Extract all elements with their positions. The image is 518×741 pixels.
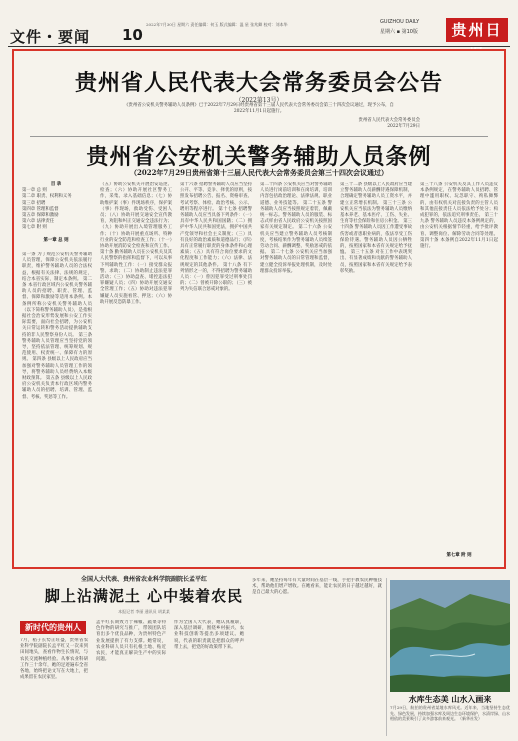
brand-block	[380, 18, 510, 44]
law-column-2: （五）协助公安机关开展治安巡逻、检查；（六）协助开展社区警务工作，采集、录入基础信息；（七）协助维护案（事）件现场秩序，保护案（事）件现场，救助受伤、受困人员；（八）协助开展交通安全宣传教育，劝阻和纠正交通安全违法行为；（九）协助开展出入境管理服务工作；（十）协助开展重点场所、特种行业的安全防范和检查工作；（十一）协助开展消防安全检查和宣传工作。 第十条 勤务辅助人员在公安机关及其人民警察的指挥和监督下，可以从事下列辅助性工作：（一）接受群众报警、求助；（二）协助制止违法犯罪活动；（三）协助盘查、堵控违法犯罪嫌疑人员；（四）协助开展交通安全管理工作；（五）协助对违法犯罪嫌疑人员实施看管、押送；（六）协助开展反恐防暴工作。	[100, 182, 172, 305]
law-subtitle: （2022年7月29日贵州省第十三届人民代表大会常务委员会第三十四次会议通过）	[129, 168, 389, 177]
feature-byline: 本报记者 李丽 通讯员 胡某某	[118, 609, 170, 614]
masthead	[0, 0, 518, 46]
section-heading: 第一章 总 则	[43, 237, 69, 243]
feature-column-1: 7月，稻子长势正旺盛，贵州省农业科学院副院长孟平红又一次来到田间地头，查看作物生长情况，与农民交流种植经验。从事农业科研工作三十余年，她的足迹遍布全省各地，始终把论文写在大地上，把成果留在农民家里。	[20, 638, 88, 681]
toc-item: 第三章 招聘	[22, 200, 46, 206]
toc-item: 第一章 总 则	[22, 188, 47, 194]
landscape-image	[390, 580, 510, 692]
column-divider	[386, 578, 387, 736]
law-column-6: 第三十八条 公安机关及其工作人员违反本条例规定，在警务辅助人员招聘、管理中滥用职权、玩忽职守、徇私舞弊的，由有权机关对直接负责的主管人员和其他直接责任人员依法给予处分；构成犯罪的，依法追究刑事责任。 第三十九条 警务辅助人员违反本条例规定的，由公安机关根据情节轻重，给予批评教育、调整岗位、解除劳动合同等处理。 第四十条 本条例自2022年11月1日起施行。	[420, 182, 498, 250]
newspaper-logo: 贵州日	[446, 18, 508, 42]
photo-credit: （新华社发）	[458, 716, 482, 722]
law-column-5: 第三十二条 县级以上人民政府应当建立警务辅助人员薪酬待遇保障机制，合理确定警务辅助人员工资水平，并建立正常增长机制。 第三十三条 公安机关应当依法为警务辅助人员缴纳基本养老、基本医疗、工伤、失业、生育等社会保险和住房公积金。 第三十四条 警务辅助人员因工作遭受事故伤害或者患职业病的，依法享受工伤保险待遇。警务辅助人员因公牺牲的，按照国家和本省有关规定给予抚恤。 第三十五条 对在工作中表现突出、有显著成绩和贡献的警务辅助人员，按照国家和本省有关规定给予表彰奖励。	[340, 182, 412, 274]
law-column-3: 第十六条 招聘警务辅助人员应当坚持公开、平等、竞争、择优的原则，按照发布招聘公告、报名、资格审查、考试考察、体检、政治考核、公示、聘用等程序进行。 第十七条 招聘警务辅助人员应当具备下列条件：（一）具有中华人民共和国国籍；（二）拥护中华人民共和国宪法，拥护中国共产党领导和社会主义制度；（三）具有良好的政治素质和道德品行；（四）具有正常履行职责的身体条件和心理素质；（五）具有符合岗位要求的文化程度和工作能力；（六）法律、法规规定的其他条件。 第十八条 有下列情形之一的，不得招聘为警务辅助人员：（一）曾因犯罪受过刑事处罚的；（二）曾被开除公职的；（三）被列为失信联合惩戒对象的。	[180, 182, 252, 293]
edition-meta: 2022年7月30日 星期六 责任编辑：何玉 版式编辑：温 星 张兆卿 校对：刘本华	[146, 22, 288, 27]
reservoir-photo	[390, 580, 510, 692]
feature-column-3: 作为全国人大代表，她认真履职，深入基层调研，围绕乡村振兴、农业科技创新等提出多项建议。她说，代表的职责就是把群众的呼声带上去，把党的好政策带下来。	[174, 620, 244, 650]
notice-signature-date: 2022年7月29日	[387, 124, 420, 129]
notice-signature	[320, 118, 420, 130]
notice-title: 贵州省人民代表大会常务委员会公告	[74, 70, 443, 96]
feature-title: 脚上沾满泥土 心中装着农民	[44, 587, 244, 605]
photo-caption-text: 7月29日，航拍的贵州省某地水库风光。近年来，当地坚持生态优先、绿色发展，持续加强水库及周边生态环境保护，水清岸绿、山水相依的美景吸引了众多游客前来观光。	[390, 705, 510, 722]
column-tag: 新时代的贵州人	[20, 621, 86, 634]
photo-title: 水库生态美 山水入画来	[408, 694, 492, 704]
brand-english: GUIZHOU DAILY	[380, 19, 420, 25]
notice-signature-org: 贵州省人民代表大会常务委员会	[358, 118, 420, 123]
feature-column-4: 多年来，她坚持每年有大量时间在基层一线，手把手教农民种植技术，帮助他们增产增收。在她看来，能让农民的日子越过越好，就是自己最大的心愿。	[252, 578, 382, 596]
toc-item: 第四章 管理和监督	[22, 206, 59, 212]
feature-headline	[14, 574, 274, 615]
section-title: 文件・要闻	[10, 28, 91, 46]
page-number: 10	[122, 26, 143, 44]
photo-caption	[390, 705, 510, 722]
brand-date: 星期六 ▪ 第10版	[380, 29, 418, 35]
law-title: 贵州省公安机关警务辅助人员条例	[86, 144, 432, 170]
divider	[30, 136, 488, 137]
toc-heading: 目 录	[50, 182, 62, 187]
notice-number: （2022第13号）	[235, 97, 283, 104]
toc-item: 第二章 职责、权利和义务	[22, 194, 72, 200]
law-column-4: 第二十四条 公安机关应当对警务辅助人员进行岗前培训和在岗培训，培训内容包括政治理论、法律法规、职业道德、业务技能等。 第二十五条 警务辅助人员应当按照规定着装，佩戴统一标志。警务辅助人员的服装、标志式样由省人民政府公安机关按照国家有关规定制定。 第二十六条 公安机关应当建立警务辅助人员考核制度，考核结果作为警务辅助人员续签劳动合同、薪酬调整、奖励惩戒的依据。 第二十七条 公安机关应当加强对警务辅助人员的日常管理和监督，建立健全投诉举报处理机制，及时处理群众投诉举报。	[260, 182, 332, 274]
feature-column-2: 孟平红长期致力于辣椒、蔬菜等特色作物的研究与推广，带领团队培育出多个优良品种，为贵州特色产业发展提供了有力支撑。她常说，农业科研人员只有扎根土地、贴近农民，才能真正解决生产中的实际问题。	[96, 620, 166, 663]
law-toc	[22, 182, 90, 244]
law-column-1: 第一条 为了规范公安机关警务辅助人员管理，保障公安机关依法履行职责，维护警务辅助人员的合法权益，根据有关法律、法规的规定，结合本省实际，制定本条例。 第二条 本省行政区域内公安机关警务辅助人员的招聘、职责、管理、监督、保障和激励等适用本条例。本条例所称公安机关警务辅助人员（以下简称警务辅助人员），是指根据社会治安形势发展和公安工作实际需要，面向社会招聘，为公安机关日常运转和警务活动提供辅助支持的非人民警察身份人员。 第三条 警务辅助人员管理应当坚持党的领导，坚持依法管理、统筹规划、规范使用、权责统一、保障有力的原则。 第四条 县级以上人民政府应当加强对警务辅助人员管理工作的领导，将警务辅助人员经费纳入本级财政预算。 第五条 县级以上人民政府公安机关负责本行政区域内警务辅助人员的招聘、培训、管理、监督、考核、奖惩等工作。	[22, 252, 92, 400]
toc-item: 第七章 附 则	[22, 225, 47, 231]
closing-heading: 第七章 附 则	[446, 553, 472, 558]
masthead-rule	[8, 46, 510, 47]
toc-item: 第六章 法律责任	[22, 219, 55, 225]
toc-item: 第五章 保障和激励	[22, 213, 59, 219]
notice-body: 《贵州省公安机关警务辅助人员条例》已于2022年7月29日经贵州省第十三届人民代表大会常务委员会第三十四次会议通过，现予公布，自2022年11月1日起施行。	[124, 103, 394, 114]
feature-kicker: 全国人大代表、贵州省农业科学院副院长孟平红	[80, 576, 207, 583]
